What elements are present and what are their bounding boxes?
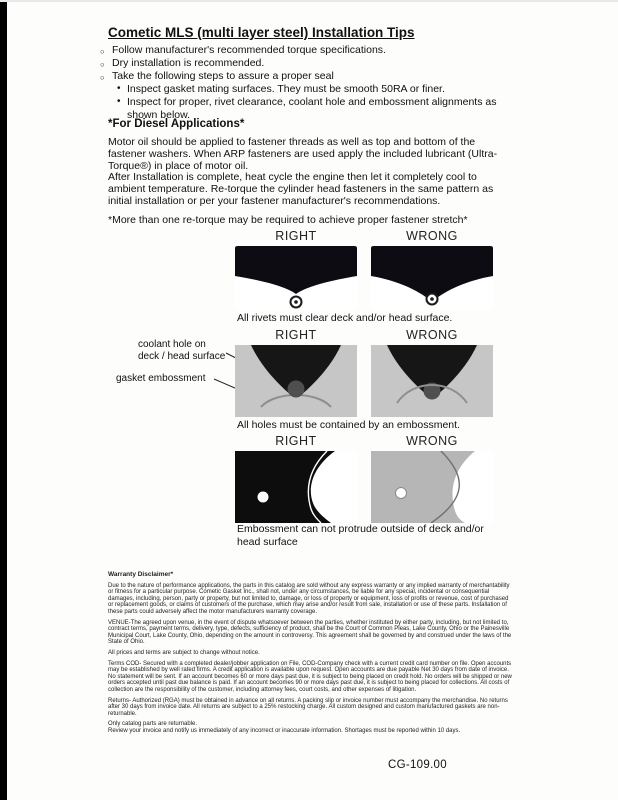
warranty-disclaimer-heading: Warranty Disclaimer* — [108, 571, 174, 578]
dot-bullet-icon: • — [117, 96, 121, 107]
circle-bullet-icon: ○ — [100, 47, 105, 56]
hole-wrong-column — [371, 328, 493, 417]
page-title: Cometic MLS (multi layer steel) Installation Tips — [108, 25, 415, 40]
tip-text: Follow manufacturer's recommended torque specifications. — [112, 44, 386, 56]
protrusion-right-diagram — [235, 451, 357, 523]
protrusion-right-column — [235, 434, 357, 523]
protrusion-caption: Embossment can not protrude outside of deck and/or head surface — [237, 523, 484, 548]
page-top-edge — [0, 0, 618, 2]
rivet-right-column — [235, 229, 357, 310]
hole-containment-right-diagram — [235, 345, 357, 417]
wrong-label: WRONG — [406, 229, 458, 243]
legal-paragraph: Review your invoice and notify us immediately of any incorrect or inaccurate information. Shortages must be reported within 10 days. — [108, 727, 461, 734]
legal-paragraph: Due to the nature of performance applications, the parts in this catalog are sold without any express warranty or any implied warranty of merchantability or fitness for a particular purpose. Cometic Gasket Inc., shall not, under any circumstances, be liable for any special, incidental or consequential damages, including, person, party or property, but not limited to, damage, or loss of property or equipment, loss of profits or revenue, cost of purchased or replacement goods, or claims of customers of the purchase, which may arise and/or result from sale, installation or use of these parts. Installation of these parts could adversely affect the motor manufacturers warranty coverage. — [108, 582, 510, 615]
circle-bullet-icon: ○ — [100, 73, 105, 82]
list-item — [100, 57, 512, 70]
wrong-label: WRONG — [406, 434, 458, 448]
catalog-page-code: CG-109.00 — [388, 759, 447, 771]
tip-text: Take the following steps to assure a proper seal — [112, 70, 334, 82]
right-label: RIGHT — [275, 229, 317, 243]
list-item — [100, 83, 512, 96]
hole-right-column — [235, 328, 357, 417]
rivet-wrong-column — [371, 229, 493, 310]
dot-bullet-icon: • — [117, 83, 121, 94]
tip-text: Dry installation is recommended. — [112, 57, 265, 69]
legal-paragraph: All prices and terms are subject to change without notice. — [108, 649, 260, 656]
rivet-clearance-wrong-diagram — [371, 246, 493, 310]
tip-text: Inspect for proper, rivet clearance, coolant hole and embossment alignments as shown below. — [127, 96, 497, 121]
installation-tips-list — [100, 44, 512, 122]
legal-paragraph: Returns- Authorized (RGA) must be obtained in advance on all returns. A packing slip or invoice number must accompany the merchandise. No returns after 30 days from invoice date. All returns are subject to a 25% restocking charge. All custom designed and custom manufactured gaskets are non-returnable. — [108, 697, 508, 717]
list-item — [100, 44, 512, 57]
diesel-paragraph-2: After Installation is complete, heat cycle the engine then let it completely cool to ambient temperature. Re-torque the cylinder head fasteners in the same pattern as initial installation or per your fastener manufacturer's recommendations. — [108, 171, 494, 207]
page-edge-strip — [0, 0, 7, 800]
legal-paragraph: Terms COD- Secured with a completed dealer/jobber application on File, COD-Company check with a current credit card number on file. Open accounts may be established by well rated firms. A credit application is available upon request. Open accounts are due payable Net 30 days from date of invoice. No statement will be sent. If an account becomes 60 or more days past due, it is subject to being placed on credit hold. No orders will be shipped or new orders accepted until past due balance is paid. If an account becomes 90 or more days past due, it is subject to being placed for collections. All costs of collection are the responsibility of the customer, including attorney fees, court costs, and other expenses of litigation. — [108, 660, 512, 693]
embossment-protrusion-row — [235, 434, 493, 523]
embossment-containment-row — [235, 328, 493, 417]
rivet-caption: All rivets must clear deck and/or head surface. — [237, 312, 453, 324]
right-label: RIGHT — [275, 434, 317, 448]
circle-bullet-icon: ○ — [100, 60, 105, 69]
rivet-clearance-right-diagram — [235, 246, 357, 310]
tip-text: Inspect gasket mating surfaces. They must be smooth 50RA or finer. — [127, 83, 445, 95]
rivet-clearance-row — [235, 229, 493, 310]
legal-paragraph: Only catalog parts are returnable. — [108, 721, 198, 728]
legal-paragraph: VENUE-The agreed upon venue, in the event of dispute whatsoever between the parties, whether instituted by either party, including, but not limited to, contract terms, payment terms, delivery, type, defects, sufficiency of product, shall be the Court of Common Pleas, Lake County, Ohio or the Painesville Municipal Court, Lake County, Ohio, depending on the amount in controversy. This agreement shall be governed by and construed under the laws of the State of Ohio. — [108, 619, 512, 646]
retorque-note: *More than one re-torque may be required to achieve proper fastener stretch* — [108, 214, 468, 226]
coolant-hole-annotation: coolant hole on deck / head surface — [138, 339, 226, 362]
diesel-applications-heading: *For Diesel Applications* — [108, 118, 245, 130]
gasket-embossment-annotation: gasket embossment — [116, 373, 206, 384]
list-item — [100, 70, 512, 83]
hole-caption: All holes must be contained by an embossment. — [237, 419, 460, 431]
diesel-paragraph-1: Motor oil should be applied to fastener threads as well as top and bottom of the fastener washers. When ARP fasteners are used apply the included lubricant (Ultra-Torque®) in place of motor oil. — [108, 136, 498, 172]
legal-section — [108, 572, 515, 738]
right-label: RIGHT — [275, 328, 317, 342]
protrusion-wrong-column — [371, 434, 493, 523]
wrong-label: WRONG — [406, 328, 458, 342]
protrusion-wrong-diagram — [371, 451, 493, 523]
hole-containment-wrong-diagram — [371, 345, 493, 417]
